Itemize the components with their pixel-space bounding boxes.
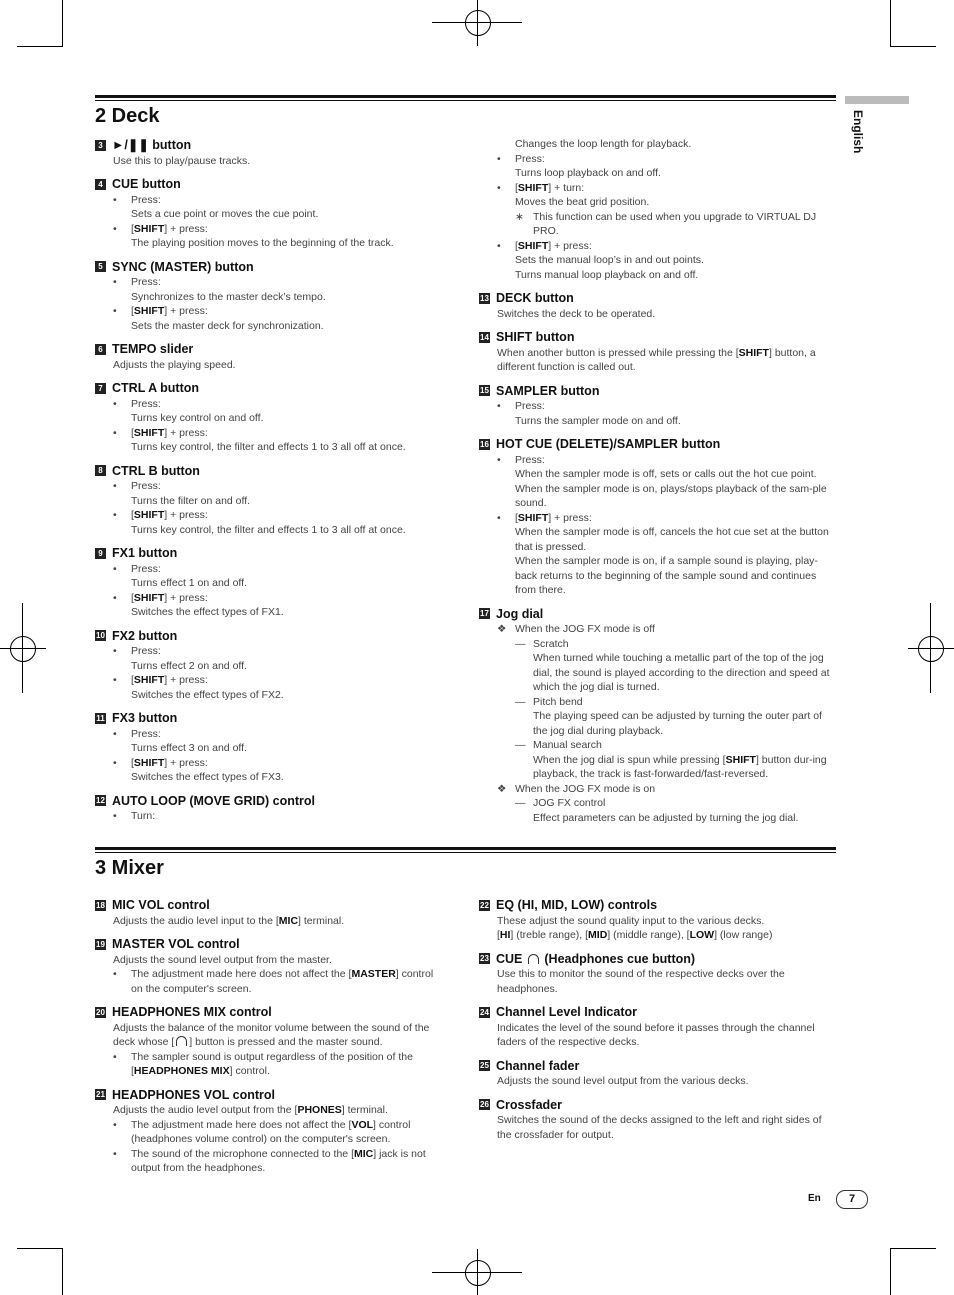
mixer-left-column	[95, 898, 435, 1185]
crop-mark	[62, 1248, 63, 1295]
note: ∗ This function can be used when you upgrade to VIRTUAL DJ PRO.	[515, 210, 817, 237]
bullet-desc: Turns key control on and off.	[131, 412, 264, 424]
bullet-desc: Turns key control, the filter and effects 1 to 3 all off at once.	[131, 441, 406, 453]
registration-line	[477, 0, 478, 46]
item-title: FX3 button	[112, 711, 178, 725]
headphones-icon	[528, 954, 539, 964]
crop-mark	[17, 46, 63, 47]
registration-line	[908, 648, 954, 649]
section-rule-thin	[95, 852, 836, 853]
deck-item	[95, 260, 435, 334]
registration-mark-top	[465, 10, 491, 36]
item-number: 7	[95, 383, 106, 394]
registration-mark-bottom	[465, 1260, 491, 1286]
crop-mark	[890, 46, 936, 47]
registration-mark-left	[10, 636, 36, 662]
item-cue-headphones: 23 CUE (Headphones cue button) Use this to monitor the sound of the respective decks over the headphones.	[480, 951, 785, 995]
item-shift-button: 14 SHIFT button When another button is pressed while pressing the [SHIFT] button, a different function is called out.	[480, 330, 816, 373]
bullet-desc: Turns effect 1 on and off.	[131, 577, 247, 589]
item-number: 12	[96, 796, 105, 806]
bullet: • [SHIFT] + turn:	[497, 181, 585, 194]
bullet-desc: Sets a cue point or moves the cue point.	[131, 208, 319, 220]
bullet: • [SHIFT] + press:	[497, 239, 592, 252]
item-desc: Use this to play/pause tracks.	[113, 154, 251, 167]
item-number: 8	[95, 465, 106, 476]
footer-language: En	[808, 1193, 821, 1204]
item-master-vol: 19 MASTER VOL control Adjusts the sound level output from the master. • The adjustment made here does not affect the [MASTER] control on the computer's screen.	[96, 937, 434, 995]
deck-item	[95, 546, 435, 620]
deck-item	[95, 711, 435, 785]
bullet-desc: Switches the effect types of FX1.	[131, 606, 284, 618]
item-channel-fader: 25 Channel fader Adjusts the sound level output from the various decks.	[480, 1058, 749, 1087]
item-title: FX2 button	[112, 628, 178, 643]
bullet: • [SHIFT] + press:	[113, 509, 208, 521]
headphones-icon	[176, 1036, 187, 1046]
item-title: SYNC (MASTER) button	[112, 259, 254, 274]
bullet: • [SHIFT] + press:	[113, 305, 208, 317]
bullet-desc: Sets the manual loop’s in and out points.	[515, 254, 704, 266]
bullet-desc: Turns effect 3 on and off.	[131, 742, 247, 754]
deck-item	[95, 138, 435, 168]
bullet: • [SHIFT] + press:	[113, 674, 208, 686]
item-deck-button: 13 DECK button Switches the deck to be operated.	[480, 291, 656, 320]
bullet: • Press:	[113, 727, 161, 740]
item-number: 10	[96, 631, 105, 641]
registration-mark-right	[918, 636, 944, 662]
bullet-desc: Turns effect 2 on and off.	[131, 659, 247, 672]
bullet-desc: Turns key control, the filter and effects 1 to 3 all off at once.	[131, 523, 406, 536]
item-number: 9	[95, 548, 106, 559]
item-eq: 22 EQ (HI, MID, LOW) controls These adjust the sound quality input to the various decks. [HI] (treble range), [MID] (middle range), [LOW] (low range)	[480, 898, 773, 941]
bullet: • Press:	[113, 397, 161, 410]
item-mic-vol: 18 MIC VOL control Adjusts the audio level input to the [MIC] terminal.	[96, 898, 345, 927]
bullet: • [SHIFT] + press:	[113, 591, 208, 604]
item-headphones-mix: 20 HEADPHONES MIX control Adjusts the balance of the monitor volume between the sound of the deck whose [ ] button is pressed and the master sound. • The sampler sound is output regardless of the position of the [HEADPHONES MIX] control.	[96, 1005, 430, 1077]
language-label: English	[851, 110, 865, 154]
item-desc: Adjusts the playing speed.	[113, 358, 236, 371]
bullet-desc: Synchronizes to the master deck’s tempo.	[131, 290, 326, 303]
item-headphones-vol: 21 HEADPHONES VOL control Adjusts the audio level output from the [PHONES] terminal. • The adjustment made here does not affect the [VOL] control (headphones volume control) on the computer's screen. • The sound of the microphone connected to the [MIC] jack is not output from the headphones.	[96, 1087, 426, 1174]
item-title: ►/❚❚ button	[112, 138, 192, 152]
item-title: CUE button	[112, 177, 181, 191]
section-title-deck: 2 Deck	[95, 105, 160, 127]
deck-right-column	[479, 137, 837, 834]
item-number: 5	[95, 261, 106, 272]
item-jog-dial: 17 Jog dial ❖ When the JOG FX mode is off — Scratch When turned while touching a metallic part of the top of the jog dial, the sound is played according to the direction and speed at which the jog dial is turned. — Pitch bend The playing speed can be adjusted by turning the outer part of the jog dial during playback. — Manual search When the jog dial is spun while pressing [SHIFT] button dur-ing playback, the track is fast-forwarded/fast-reversed. ❖ When the JOG FX mode is on — JOG FX control Effect parameters can be adjusted by turning the jog dial.	[480, 606, 830, 824]
crop-mark	[17, 1248, 63, 1249]
bullet-desc: Turns manual loop playback on and off.	[515, 268, 699, 281]
page-number: 7	[836, 1190, 868, 1209]
bullet: • Turn:	[113, 810, 156, 822]
item-title: AUTO LOOP (MOVE GRID) control	[112, 793, 316, 808]
deck-item	[95, 794, 435, 824]
bullet: • Press:	[113, 276, 161, 288]
crop-mark	[890, 1248, 891, 1295]
registration-line	[0, 648, 46, 649]
crop-mark	[890, 1248, 936, 1249]
registration-line	[22, 603, 23, 693]
auto-loop-turn-desc: Changes the loop length for playback.	[515, 138, 692, 150]
bullet: • [SHIFT] + press:	[113, 756, 208, 769]
deck-left-column	[95, 138, 435, 833]
bullet-desc: Turns the filter on and off.	[131, 494, 251, 507]
deck-item	[95, 464, 435, 538]
item-title: CTRL A button	[112, 381, 200, 395]
deck-item	[95, 381, 435, 455]
item-sampler-button: 15 SAMPLER button • Press: Turns the sampler mode on and off.	[480, 383, 681, 427]
bullet: • [SHIFT] + press:	[113, 426, 208, 439]
bullet: • [SHIFT] + press:	[113, 222, 208, 235]
section-rule	[95, 95, 836, 98]
item-number: 3	[95, 140, 106, 151]
crop-mark	[890, 0, 891, 47]
section-title-mixer: 3 Mixer	[95, 857, 164, 879]
registration-line	[930, 603, 931, 693]
bullet-desc: The playing position moves to the beginning of the track.	[131, 237, 394, 249]
bullet-desc: Switches the effect types of FX2.	[131, 688, 284, 701]
bullet-desc: Switches the effect types of FX3.	[131, 771, 284, 783]
section-rule-thin	[95, 100, 836, 101]
bullet: • Press:	[113, 645, 161, 657]
bullet: • Press:	[113, 193, 161, 206]
registration-line	[477, 1249, 478, 1295]
deck-item	[95, 177, 435, 251]
bullet: • Press:	[497, 152, 545, 165]
item-title: TEMPO slider	[112, 342, 194, 356]
bullet-desc: Sets the master deck for synchronization.	[131, 319, 324, 332]
item-hot-cue-button: 16 HOT CUE (DELETE)/SAMPLER button • Press: When the sampler mode is off, sets or calls out the hot cue point. When the sampler mode is on, plays/stops playback of the sam-ple sound. • [SHIFT] + press: When the sampler mode is off, cancels the hot cue set at the button that is pressed. When the sampler mode is on, if a sample sound is playing, play-back returns to the beginning of the sample sound and continues from there.	[480, 437, 829, 596]
bullet: • Press:	[113, 480, 161, 492]
item-number: 6	[95, 344, 106, 355]
bullet-desc: Turns loop playback on and off.	[515, 167, 661, 179]
mixer-right-column	[479, 898, 837, 1151]
item-number: 4	[95, 179, 106, 190]
item-title: FX1 button	[112, 546, 178, 560]
section-rule	[95, 847, 836, 850]
bullet-desc: Moves the beat grid position.	[515, 196, 650, 208]
bullet: • Press:	[113, 562, 161, 575]
deck-item	[95, 629, 435, 703]
item-number: 11	[96, 713, 105, 723]
language-tab	[845, 96, 909, 104]
item-crossfader: 26 Crossfader Switches the sound of the decks assigned to the left and right sides of the crossfader for output.	[480, 1097, 822, 1141]
crop-mark	[62, 0, 63, 47]
deck-item	[95, 342, 435, 372]
item-title: CTRL B button	[112, 463, 200, 478]
item-channel-level-indicator: 24 Channel Level Indicator Indicates the level of the sound before it passes through the channel faders of the respective decks.	[480, 1005, 815, 1048]
